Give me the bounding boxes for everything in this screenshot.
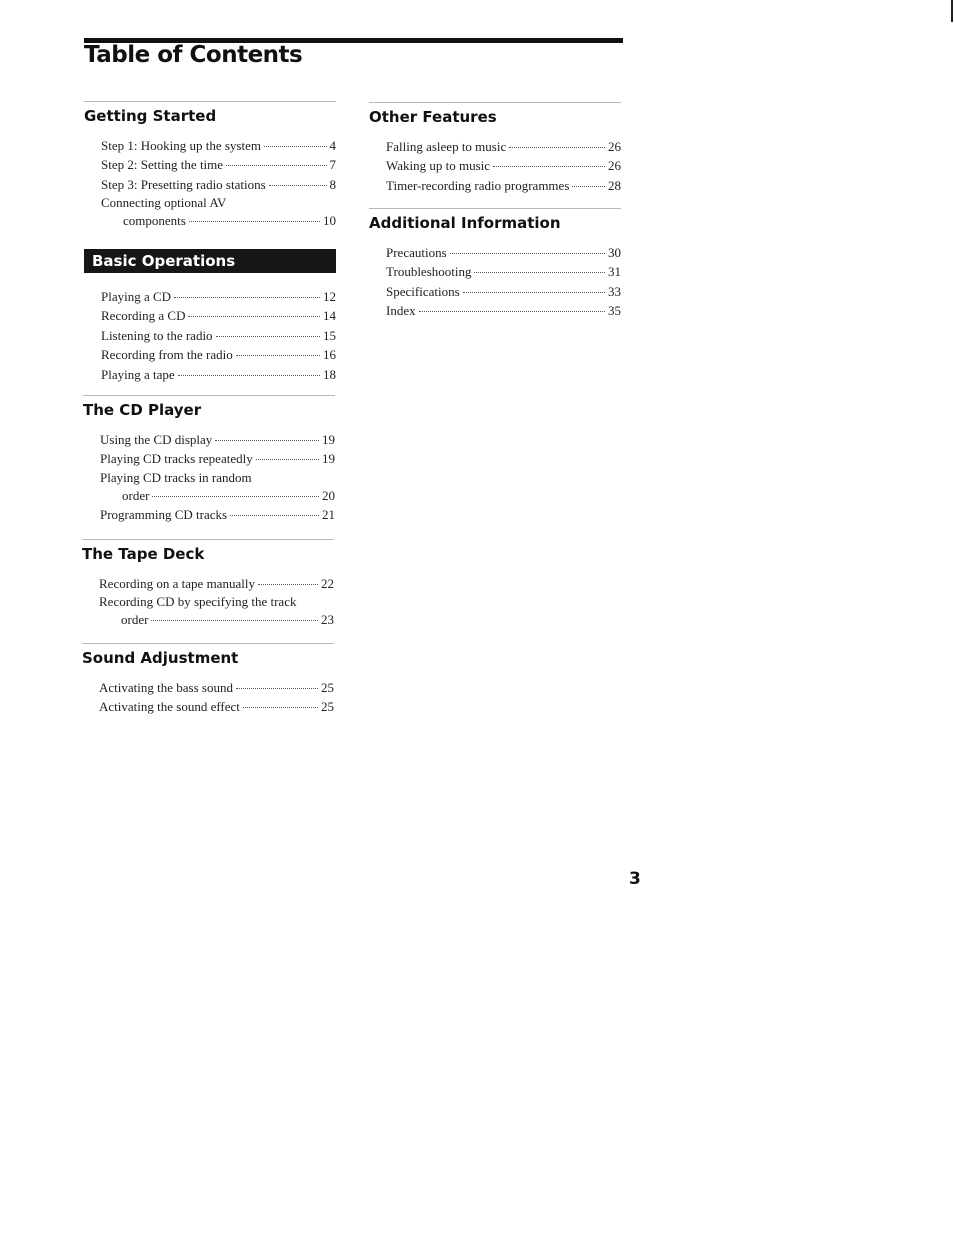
entry-label: Listening to the radio (101, 327, 213, 343)
section-sound-adjustment (82, 643, 334, 717)
leader-dots (174, 297, 320, 298)
entry-page: 28 (608, 177, 621, 193)
entry-page: 20 (322, 487, 335, 503)
entry-label: Recording on a tape manually (99, 576, 255, 591)
toc-list (386, 243, 621, 321)
section-getting-started (84, 101, 336, 231)
toc-entry[interactable] (101, 306, 336, 325)
entry-page: 12 (323, 289, 336, 304)
entry-label: Falling asleep to music (386, 139, 507, 154)
leader-dots (572, 186, 605, 187)
entry-page: 16 (323, 347, 336, 363)
entry-page: 26 (608, 139, 621, 154)
entry-label: Precautions (386, 245, 447, 260)
entry-page: 25 (321, 699, 334, 715)
toc-entry[interactable] (101, 136, 336, 155)
toc-list (101, 136, 336, 231)
toc-entry-multiline[interactable] (99, 593, 334, 629)
section-heading: Other Features (369, 108, 497, 126)
entry-label: Connecting optional AV (101, 195, 227, 211)
entry-label: Step 1: Hooking up the system (101, 138, 261, 153)
entry-label: Activating the sound effect (99, 699, 240, 715)
toc-entry[interactable] (101, 345, 336, 364)
entry-page: 26 (608, 158, 621, 174)
leader-dots (463, 292, 605, 293)
section-rule (83, 395, 335, 396)
section-rule (82, 643, 334, 644)
section-heading: The Tape Deck (82, 545, 205, 563)
leader-dots (178, 375, 320, 376)
entry-page: 18 (323, 366, 336, 382)
leader-dots (269, 185, 327, 186)
entry-page: 30 (608, 245, 621, 260)
toc-entry[interactable] (386, 243, 621, 262)
leader-dots (256, 459, 319, 460)
entry-label: Programming CD tracks (100, 507, 228, 523)
entry-page: 4 (329, 138, 336, 153)
toc-entry[interactable] (100, 505, 335, 524)
leader-dots (226, 165, 326, 166)
entry-page: 15 (323, 327, 336, 343)
section-rule (84, 101, 336, 102)
toc-entry[interactable] (386, 282, 621, 301)
leader-dots (215, 440, 319, 441)
toc-entry[interactable] (386, 176, 621, 195)
leader-dots (151, 620, 318, 621)
toc-list (99, 678, 334, 717)
entry-label: Playing a tape (101, 366, 175, 382)
section-heading: Getting Started (84, 107, 217, 125)
toc-entry-multiline[interactable] (100, 469, 335, 505)
leader-dots (188, 316, 320, 317)
section-rule (82, 539, 334, 540)
toc-entry[interactable] (101, 365, 336, 384)
toc-list (99, 574, 334, 630)
leader-dots (230, 515, 319, 516)
toc-list (386, 137, 621, 195)
toc-entry[interactable] (99, 678, 334, 697)
section-other-features (369, 102, 621, 195)
leader-dots (419, 311, 605, 312)
toc-entry[interactable] (99, 574, 334, 593)
toc-entry[interactable] (101, 287, 336, 306)
section-rule (369, 102, 621, 103)
entry-page: 33 (608, 283, 621, 299)
toc-entry[interactable] (100, 449, 335, 468)
leader-dots (258, 584, 318, 585)
leader-dots (509, 147, 605, 148)
entry-label: Activating the bass sound (99, 680, 233, 695)
entry-label-continued: components (123, 213, 186, 229)
leader-dots (236, 688, 318, 689)
entry-page: 14 (323, 308, 336, 324)
toc-entry[interactable] (101, 155, 336, 174)
toc-entry[interactable] (386, 156, 621, 175)
leader-dots (189, 221, 320, 222)
entry-label: Timer-recording radio programmes (386, 177, 570, 193)
edge-mark (951, 0, 953, 22)
section-additional-information (369, 208, 621, 321)
section-heading: The CD Player (83, 401, 202, 419)
section-heading: Basic Operations (84, 249, 336, 273)
toc-entry[interactable] (386, 262, 621, 281)
section-tape-deck (82, 539, 334, 630)
leader-dots (474, 272, 605, 273)
leader-dots (236, 355, 320, 356)
toc-entry[interactable] (100, 430, 335, 449)
entry-page: 21 (322, 507, 335, 523)
toc-entry[interactable] (101, 326, 336, 345)
leader-dots (493, 166, 605, 167)
entry-page: 31 (608, 264, 621, 280)
section-heading: Additional Information (369, 214, 561, 232)
page-number: 3 (629, 869, 641, 889)
section-basic-operations (84, 249, 336, 384)
toc-list (101, 287, 336, 384)
leader-dots (152, 496, 319, 497)
entry-page: 25 (321, 680, 334, 695)
page-title: Table of Contents (84, 42, 303, 68)
entry-page: 7 (329, 157, 336, 173)
toc-entry[interactable] (386, 137, 621, 156)
leader-dots (243, 707, 318, 708)
entry-label: Step 3: Presetting radio stations (101, 176, 266, 192)
entry-page: 35 (608, 303, 621, 319)
toc-entry[interactable] (386, 301, 621, 320)
toc-list (100, 430, 335, 525)
leader-dots (264, 146, 327, 147)
entry-label: Playing CD tracks repeatedly (100, 451, 253, 467)
toc-entry-multiline[interactable] (101, 194, 336, 230)
entry-label: Playing a CD (101, 289, 172, 304)
entry-page: 8 (329, 176, 336, 192)
entry-page: 10 (323, 213, 336, 229)
entry-label: Using the CD display (100, 432, 213, 447)
entry-label: Step 2: Setting the time (101, 157, 224, 173)
section-rule (369, 208, 621, 209)
toc-entry[interactable] (101, 175, 336, 194)
entry-page: 22 (321, 576, 334, 591)
section-cd-player (83, 395, 335, 525)
entry-label: Recording a CD (101, 308, 186, 324)
entry-label: Troubleshooting (386, 264, 472, 280)
entry-label: Recording CD by specifying the track (99, 594, 297, 610)
entry-label: Recording from the radio (101, 347, 233, 363)
leader-dots (450, 253, 605, 254)
entry-label: Index (386, 303, 416, 319)
entry-page: 23 (321, 612, 334, 628)
toc-entry[interactable] (99, 697, 334, 716)
leader-dots (216, 336, 320, 337)
section-heading: Sound Adjustment (82, 649, 239, 667)
entry-label: Playing CD tracks in random (100, 469, 252, 485)
entry-page: 19 (322, 451, 335, 467)
entry-label-continued: order (121, 612, 149, 628)
entry-label: Waking up to music (386, 158, 491, 174)
entry-label-continued: order (122, 487, 150, 503)
entry-page: 19 (322, 432, 335, 447)
entry-label: Specifications (386, 283, 460, 299)
